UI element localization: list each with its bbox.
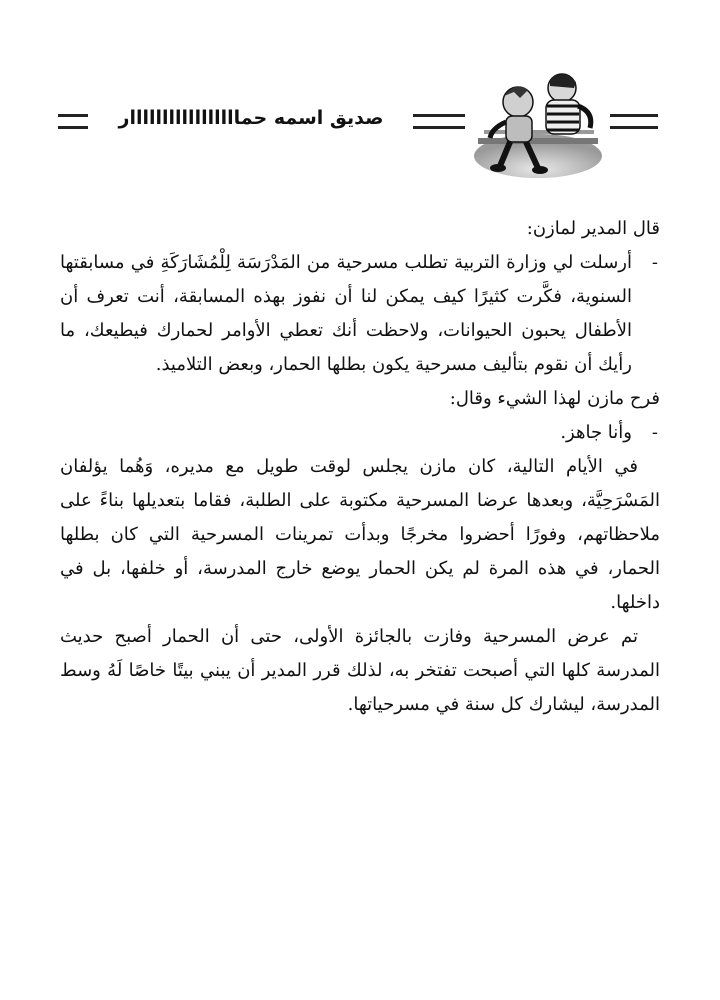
paragraph: في الأيام التالية، كان مازن يجلس لوقت طويل مع مديره، وَهُما يؤلفان المَسْرَحِيَّة، وبعدها عرضا المسرحية مكتوبة على الطلبة، فقاما بتعديلها بناءً على ملاحظاتهم، وفورًا أحضروا مخرجًا وبدأت تمرينات المسرحية التي كان بطلها الحمار، في هذه المرة لم يكن الحمار يوضع خارج المدرسة، أو خلفها، بل في داخلها. — [60, 456, 660, 613]
cartoon-illustration — [470, 68, 606, 178]
paragraph: تم عرض المسرحية وفازت بالجائزة الأولى، حتى أن الحمار أصبح حديث المدرسة كلها التي أصبحت تفتخر به، لذلك قرر المدير أن يبني بيتًا خاصًا لَهُ وسط المدرسة، ليشارك كل سنة في مسرحياتها. — [60, 626, 660, 715]
decorative-rule-left — [58, 114, 88, 129]
dialogue-line — [60, 416, 660, 450]
paragraph: قال المدير لمازن: — [526, 218, 660, 239]
dialogue-text: أرسلت لي وزارة التربية تطلب مسرحية من المَدْرَسَة لِلْمُشَارَكَةِ في مسابقتها السنوية، فكَّرت كثيرًا كيف يمكن لنا أن نفوز بهذه المسابقة، أنت تعرف أن الأطفال يحبون الحيوانات، ولاحظت أنك تعطي الأوامر لحمارك فيطيعك، ما رأيك أن نقوم بتأليف مسرحية يكون بطلها الحمار، وبعض التلاميذ. — [60, 252, 632, 375]
dialogue-line — [60, 246, 660, 382]
dialogue-dash: - — [651, 422, 658, 443]
dialogue-dash: - — [651, 252, 658, 273]
paragraph: فرح مازن لهذا الشيء وقال: — [449, 388, 660, 409]
chapter-title: صديق اسمه حمااااااااااااااااار — [118, 107, 384, 129]
decorative-rule-right — [610, 114, 658, 129]
chapter-header — [58, 68, 658, 178]
story-text — [60, 212, 660, 722]
dialogue-text: وأنا جاهز. — [560, 422, 632, 443]
decorative-rule-middle — [413, 114, 465, 129]
